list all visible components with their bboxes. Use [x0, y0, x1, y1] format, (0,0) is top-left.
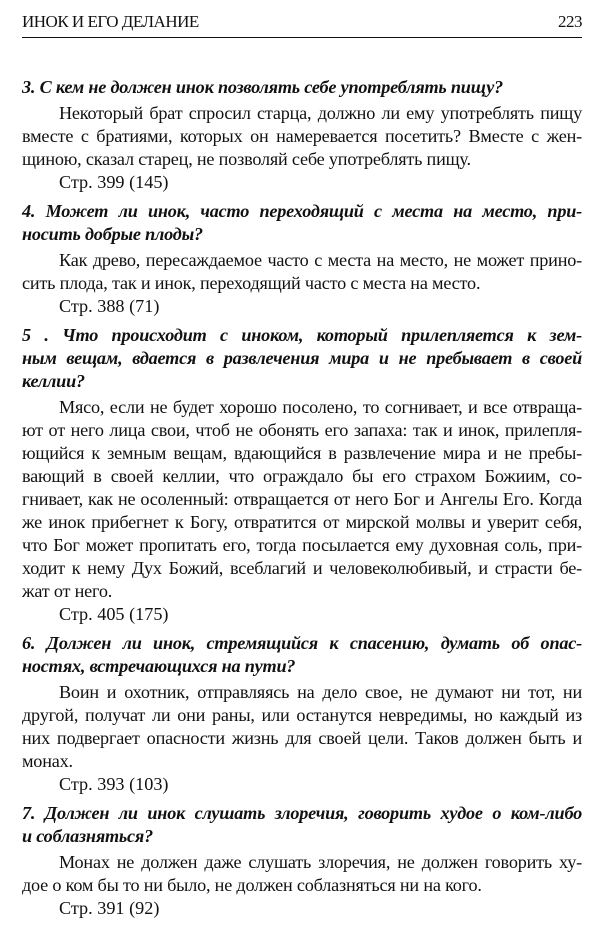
question-line: носить добрые плоды?	[22, 224, 203, 244]
source-reference: Стр. 399 (145)	[59, 172, 169, 192]
question-line: 5 . Что происходит с иноком, который прилепляется к зем-	[22, 325, 582, 345]
question-heading	[22, 324, 582, 393]
answer-line: жат от него.	[22, 581, 113, 601]
question-line: 3. С кем не должен инок позволять себе употреблять пищу?	[22, 77, 503, 97]
question-line: 7. Должен ли инок слушать злоречия, говорить худое о ком-либо	[22, 803, 582, 823]
question-line: 6. Должен ли инок, стремящийся к спасению, думать об опас-	[22, 633, 582, 653]
answer-line: Некоторый брат спросил старца, должно ли ему употреблять пищу	[59, 103, 582, 123]
question-line: ностях, встречающихся на пути?	[22, 656, 296, 676]
page-body	[22, 76, 582, 920]
question-heading	[22, 632, 582, 678]
question-heading	[22, 802, 582, 848]
answer-line: что Бог может пропитать его, тогда посылается ему духовная соль, при-	[22, 535, 582, 555]
running-title: ИНОК И ЕГО ДЕЛАНИЕ	[22, 11, 199, 31]
answer-line: Монах не должен даже слушать злоречия, не должен говорить ху-	[59, 852, 582, 872]
source-reference: Стр. 393 (103)	[59, 774, 169, 794]
source-reference: Стр. 405 (175)	[59, 604, 169, 624]
source-reference: Стр. 391 (92)	[59, 898, 160, 918]
answer-line: вместе с братиями, которых он намеревается посетить? Вместе с жен-	[22, 126, 582, 146]
answer-line: Как древо, пересаждаемое часто с места на место, не может прино-	[59, 250, 582, 270]
answer-line: монах.	[22, 751, 73, 771]
answer-paragraph	[22, 249, 582, 295]
question-line: келлии?	[22, 371, 85, 391]
answer-paragraph	[22, 681, 582, 773]
question-heading	[22, 200, 582, 246]
answer-line: ют от него лица свои, чтоб не обонять его запаха: так и инок, прилепля-	[22, 420, 582, 440]
answer-line: вающий в своей келлии, что ограждало бы его страхом Божиим, со-	[22, 466, 582, 486]
answer-paragraph	[22, 851, 582, 897]
answer-paragraph	[22, 396, 582, 603]
page-number: 223	[558, 11, 582, 31]
question-line: и соблазняться?	[22, 826, 153, 846]
answer-line: гнивает, как не осоленный: отвращается от него Бог и Ангелы Его. Когда	[22, 489, 582, 509]
running-header	[22, 6, 582, 38]
answer-line: них подвергает опасности жизнь для своей цели. Таков должен быть и	[22, 728, 582, 748]
answer-line: ющийся к земным вещам, вдающийся в развлечение мира и не пребы-	[22, 443, 582, 463]
answer-line: же инок прибегнет к Богу, отвратится от мирской молвы и уверит себя,	[22, 512, 582, 532]
question-line: ным вещам, вдается в развлечения мира и не пребывает в своей	[22, 348, 582, 368]
answer-line: ходит к нему Дух Божий, всеблагий и человеколюбивый, и страсти бе-	[22, 558, 582, 578]
answer-line: сить плода, так и инок, переходящий часто с места на место.	[22, 273, 481, 293]
answer-paragraph	[22, 102, 582, 171]
answer-line: другой, получат ли они раны, или останутся невредимы, но каждый из	[22, 705, 582, 725]
answer-line: Мясо, если не будет хорошо посолено, то согнивает, и все отвраща-	[59, 397, 582, 417]
source-reference: Стр. 388 (71)	[59, 296, 160, 316]
answer-line: щиною, сказал старец, не позволяй себе употреблять пищу.	[22, 149, 471, 169]
question-line: 4. Может ли инок, часто переходящий с места на место, при-	[22, 201, 582, 221]
answer-line: Воин и охотник, отправляясь на дело свое, не думают ни тот, ни	[59, 682, 582, 702]
answer-line: дое о ком бы то ни было, не должен соблазняться ни на кого.	[22, 875, 482, 895]
question-heading	[22, 76, 582, 99]
